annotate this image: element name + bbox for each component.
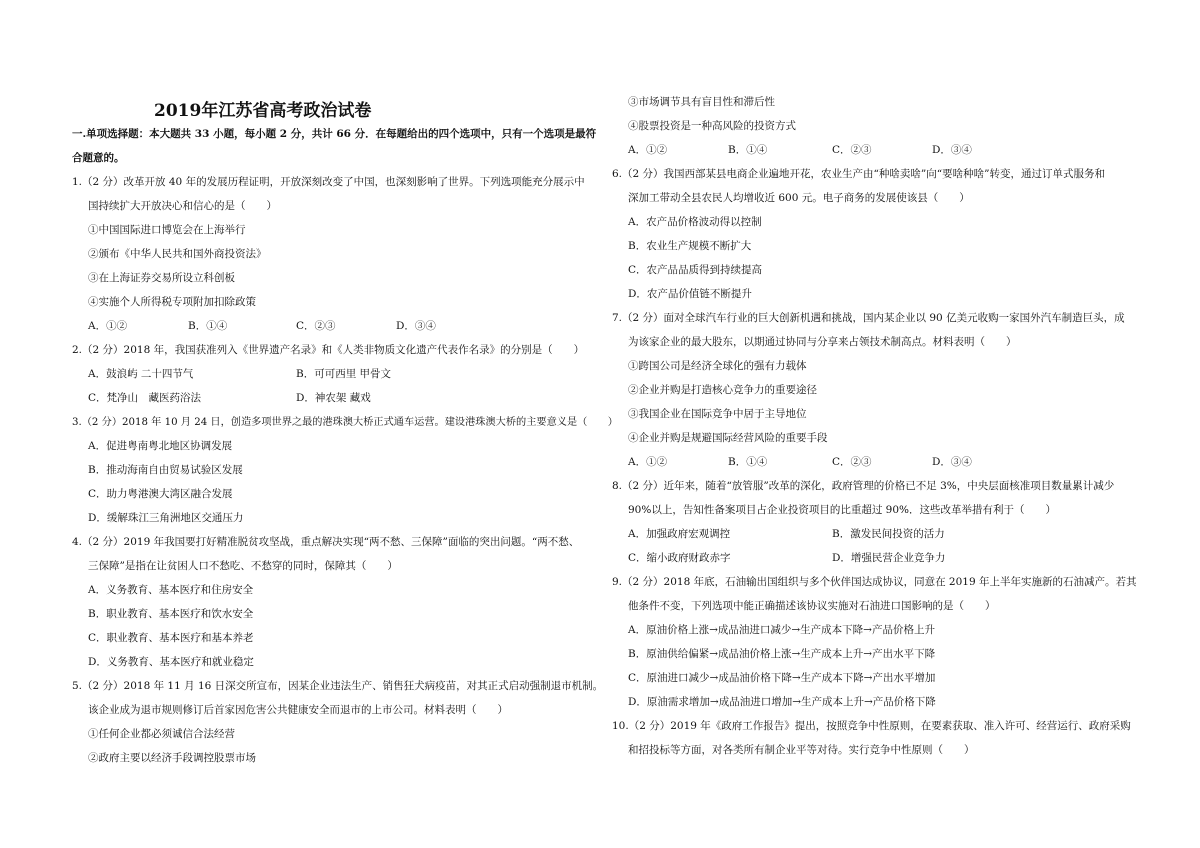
q9-stem-line2: 他条件不变，下列选项中能正确描述该协议实施对石油进口国影响的是（ ） <box>628 600 996 612</box>
q2-option-c: C．梵净山 藏医药浴法 <box>88 392 202 404</box>
q2-option-a: A．鼓浪屿 二十四节气 <box>88 368 194 380</box>
q8-option-c: C．缩小政府财政赤字 <box>628 552 731 564</box>
q10-stem-line2: 和招投标等方面，对各类所有制企业平等对待。实行竞争中性原则（ ） <box>628 744 975 756</box>
q2-option-b: B．可可西里 甲骨文 <box>296 368 392 380</box>
q6-option-d: D．农产品价值链不断提升 <box>628 288 752 300</box>
q5-option-c: C．②③ <box>832 144 872 156</box>
q5-option-d: D．③④ <box>932 144 972 156</box>
q4-option-d: D．义务教育、基本医疗和就业稳定 <box>88 656 254 668</box>
q9-option-c: C．原油进口减少→成品油价格下降→生产成本下降→产出水平增加 <box>628 672 936 684</box>
q7-item: ④企业并购是规避国际经营风险的重要手段 <box>628 432 828 444</box>
q1-option-d: D．③④ <box>396 320 436 332</box>
q6-stem-line1: 6.（2 分）我国西部某县电商企业遍地开花，农业生产由“种啥卖啥”向“要啥种啥”转变，通过订单式服务和 <box>612 168 1106 180</box>
q2-stem-line1: 2.（2 分）2018 年，我国获准列入《世界遗产名录》和《人类非物质文化遗产代表作名录》的分别是（ ） <box>72 344 585 356</box>
q1-option-a: A．①② <box>88 320 128 332</box>
q3-stem-line1: 3.（2 分）2018 年 10 月 24 日，创造多项世界之最的港珠澳大桥正式通车运营。建设港珠澳大桥的主要意义是（ ） <box>72 417 618 428</box>
q2-option-d: D．神农架 藏戏 <box>296 392 371 404</box>
q4-stem-line1: 4.（2 分）2019 年我国要打好精准脱贫攻坚战，重点解决实现“两不愁、三保障”面临的突出问题。“两不愁、 <box>72 536 580 548</box>
q1-item: ①中国国际进口博览会在上海举行 <box>88 224 246 236</box>
q6-option-b: B．农业生产规模不断扩大 <box>628 240 752 252</box>
q3-option-b: B．推动海南自由贸易试验区发展 <box>88 464 243 476</box>
q5-stem-line1: 5.（2 分）2018 年 11 月 16 日深交所宣布，因某企业违法生产、销售狂犬病疫苗，对其正式启动强制退市机制。 <box>72 680 604 692</box>
q8-option-d: D．增强民营企业竞争力 <box>832 552 946 564</box>
q7-option-a: A．①② <box>628 456 668 468</box>
q9-option-b: B．原油供给偏紧→成品油价格上涨→生产成本上升→产出水平下降 <box>628 648 936 660</box>
q8-option-b: B．激发民间投资的活力 <box>832 528 945 540</box>
q8-stem-line1: 8.（2 分）近年来，随着“放管服”改革的深化，政府管理的价格已不足 3%，中央层面核准项目数量累计减少 <box>612 480 1115 492</box>
q4-option-a: A．义务教育、基本医疗和住房安全 <box>88 584 254 596</box>
q1-option-c: C．②③ <box>296 320 336 332</box>
q1-option-b: B．①④ <box>188 320 228 332</box>
q8-option-a: A．加强政府宏观调控 <box>628 528 731 540</box>
q5-option-b: B．①④ <box>728 144 768 156</box>
q1-stem-line2: 国持续扩大开放决心和信心的是（ ） <box>88 200 277 212</box>
q6-stem-line2: 深加工带动全县农民人均增收近 600 元。电子商务的发展使该县（ ） <box>628 192 970 204</box>
q7-item: ③我国企业在国际竞争中居于主导地位 <box>628 408 807 420</box>
q6-option-a: A．农产品价格波动得以控制 <box>628 216 762 228</box>
q7-item: ②企业并购是打造核心竞争力的重要途径 <box>628 384 817 396</box>
q10-stem-line1: 10.（2 分）2019 年《政府工作报告》提出，按照竞争中性原则，在要素获取、准入许可、经营运行、政府采购 <box>612 720 1131 732</box>
q8-stem-line2: 90%以上，告知性备案项目占企业投资项目的比重超过 90%．这些改革举措有利于（ ） <box>628 504 1057 516</box>
q7-item: ①跨国公司是经济全球化的强有力载体 <box>628 360 807 372</box>
q5-stem-line2: 该企业成为退市规则修订后首家因危害公共健康安全而退市的上市公司。材料表明（ ） <box>88 704 508 716</box>
q7-option-c: C．②③ <box>832 456 872 468</box>
q1-item: ④实施个人所得税专项附加扣除政策 <box>88 296 256 308</box>
q4-option-c: C．职业教育、基本医疗和基本养老 <box>88 632 254 644</box>
q4-option-b: B．职业教育、基本医疗和饮水安全 <box>88 608 254 620</box>
q5-item: ③市场调节具有盲目性和滞后性 <box>628 96 775 108</box>
page-title: 2019年江苏省高考政治试卷 <box>154 101 372 121</box>
q6-option-c: C．农产品品质得到持续提高 <box>628 264 763 276</box>
section-header-line1: 一.单项选择题：本大题共 33 小题，每小题 2 分，共计 66 分．在每题给出的四个选项中，只有一个选项是最符 <box>72 128 597 140</box>
q9-option-d: D．原油需求增加→成品油进口增加→生产成本上升→产品价格下降 <box>628 696 936 708</box>
q7-option-b: B．①④ <box>728 456 768 468</box>
q5-option-a: A．①② <box>628 144 668 156</box>
q5-item: ①任何企业都必须诚信合法经营 <box>88 728 235 740</box>
q7-stem-line2: 为该家企业的最大股东，以期通过协同与分享来占领技术制高点。材料表明（ ） <box>628 336 1017 348</box>
q7-stem-line1: 7.（2 分）面对全球汽车行业的巨大创新机遇和挑战，国内某企业以 90 亿美元收购一家国外汽车制造巨头，成 <box>612 312 1125 324</box>
section-header-line2: 合题意的。 <box>72 152 125 164</box>
q5-item: ④股票投资是一种高风险的投资方式 <box>628 120 796 132</box>
q9-option-a: A．原油价格上涨→成品油进口减少→生产成本下降→产品价格上升 <box>628 624 935 636</box>
q7-option-d: D．③④ <box>932 456 972 468</box>
q5-item: ②政府主要以经济手段调控股票市场 <box>88 752 256 764</box>
q3-option-d: D．缓解珠江三角洲地区交通压力 <box>88 512 244 524</box>
q1-item: ③在上海证券交易所设立科创板 <box>88 272 235 284</box>
q9-stem-line1: 9.（2 分）2018 年底，石油输出国组织与多个伙伴国达成协议，同意在 2019 年上半年实施新的石油减产。若其 <box>612 576 1137 588</box>
q1-item: ②颁布《中华人民共和国外商投资法》 <box>88 248 267 260</box>
q1-stem-line1: 1.（2 分）改革开放 40 年的发展历程证明，开放深刻改变了中国，也深刻影响了世界。下列选项能充分展示中 <box>72 176 585 188</box>
q4-stem-line2: 三保障”是指在让贫困人口不愁吃、不愁穿的同时，保障其（ ） <box>88 560 398 572</box>
q3-option-c: C．助力粤港澳大湾区融合发展 <box>88 488 233 500</box>
q3-option-a: A．促进粤南粤北地区协调发展 <box>88 440 233 452</box>
